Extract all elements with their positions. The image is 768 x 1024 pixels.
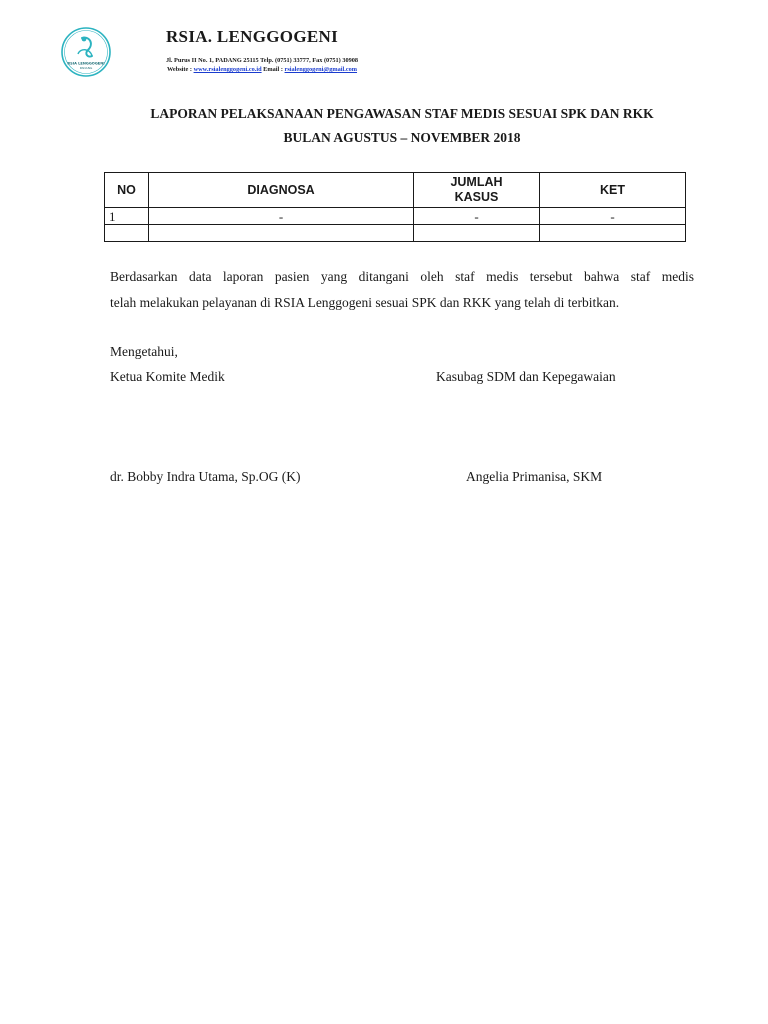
hospital-address: Jl. Purus II No. 1, PADANG 25115 Telp. (0751) 33777, Fax (0751) 30908 — [165, 57, 359, 64]
header-jumlah-line1: JUMLAH — [450, 175, 503, 189]
hospital-name: RSIA. LENGGOGENI — [165, 27, 338, 46]
logo-text-top: RSIA LENGGOGENI — [67, 61, 105, 66]
body-line-2: telah melakukan pelayanan di RSIA Lenggogeni sesuai SPK dan RKK yang telah di terbitkan. — [110, 295, 620, 310]
header-no: NO — [105, 173, 149, 208]
website-label: Website : — [166, 66, 194, 73]
header-jumlah-kasus — [414, 173, 540, 208]
cell-jumlah: - — [414, 208, 540, 225]
email-label: Email : — [261, 66, 285, 73]
cell-jumlah — [414, 225, 540, 242]
cell-diagnosa: - — [149, 208, 414, 225]
header-jumlah-line2: KASUS — [454, 190, 499, 204]
report-title: LAPORAN PELAKSANAAN PENGAWASAN STAF MEDIS SESUAI SPK DAN RKK — [150, 106, 654, 121]
acknowledged-label: Mengetahui, — [110, 344, 178, 359]
hospital-logo-icon — [60, 26, 112, 78]
left-signatory-name: dr. Bobby Indra Utama, Sp.OG (K) — [110, 469, 301, 484]
logo-text-bottom: PADANG — [79, 66, 93, 70]
table-row — [105, 225, 686, 242]
cell-diagnosa — [149, 225, 414, 242]
header-ket: KET — [540, 173, 686, 208]
report-period: BULAN AGUSTUS – NOVEMBER 2018 — [283, 130, 521, 145]
email-link[interactable]: rsialenggogeni@gmail.com — [284, 66, 358, 73]
cell-no — [105, 225, 149, 242]
body-paragraph — [110, 264, 694, 316]
table-row — [105, 208, 686, 225]
left-signatory-title: Ketua Komite Medik — [110, 369, 225, 384]
cell-ket: - — [540, 208, 686, 225]
report-table — [104, 172, 686, 242]
body-line-1: Berdasarkan data laporan pasien yang ditangani oleh staf medis tersebut bahwa staf medis — [110, 269, 694, 284]
cell-ket — [540, 225, 686, 242]
right-signatory-title: Kasubag SDM dan Kepegawaian — [436, 369, 616, 384]
right-signatory-name: Angelia Primanisa, SKM — [466, 469, 603, 484]
header-diagnosa: DIAGNOSA — [149, 173, 414, 208]
table-header-row — [105, 173, 686, 208]
cell-no: 1 — [105, 208, 149, 225]
contact-line — [120, 66, 404, 73]
website-link[interactable]: www.rsialenggogeni.co.id — [193, 66, 262, 73]
